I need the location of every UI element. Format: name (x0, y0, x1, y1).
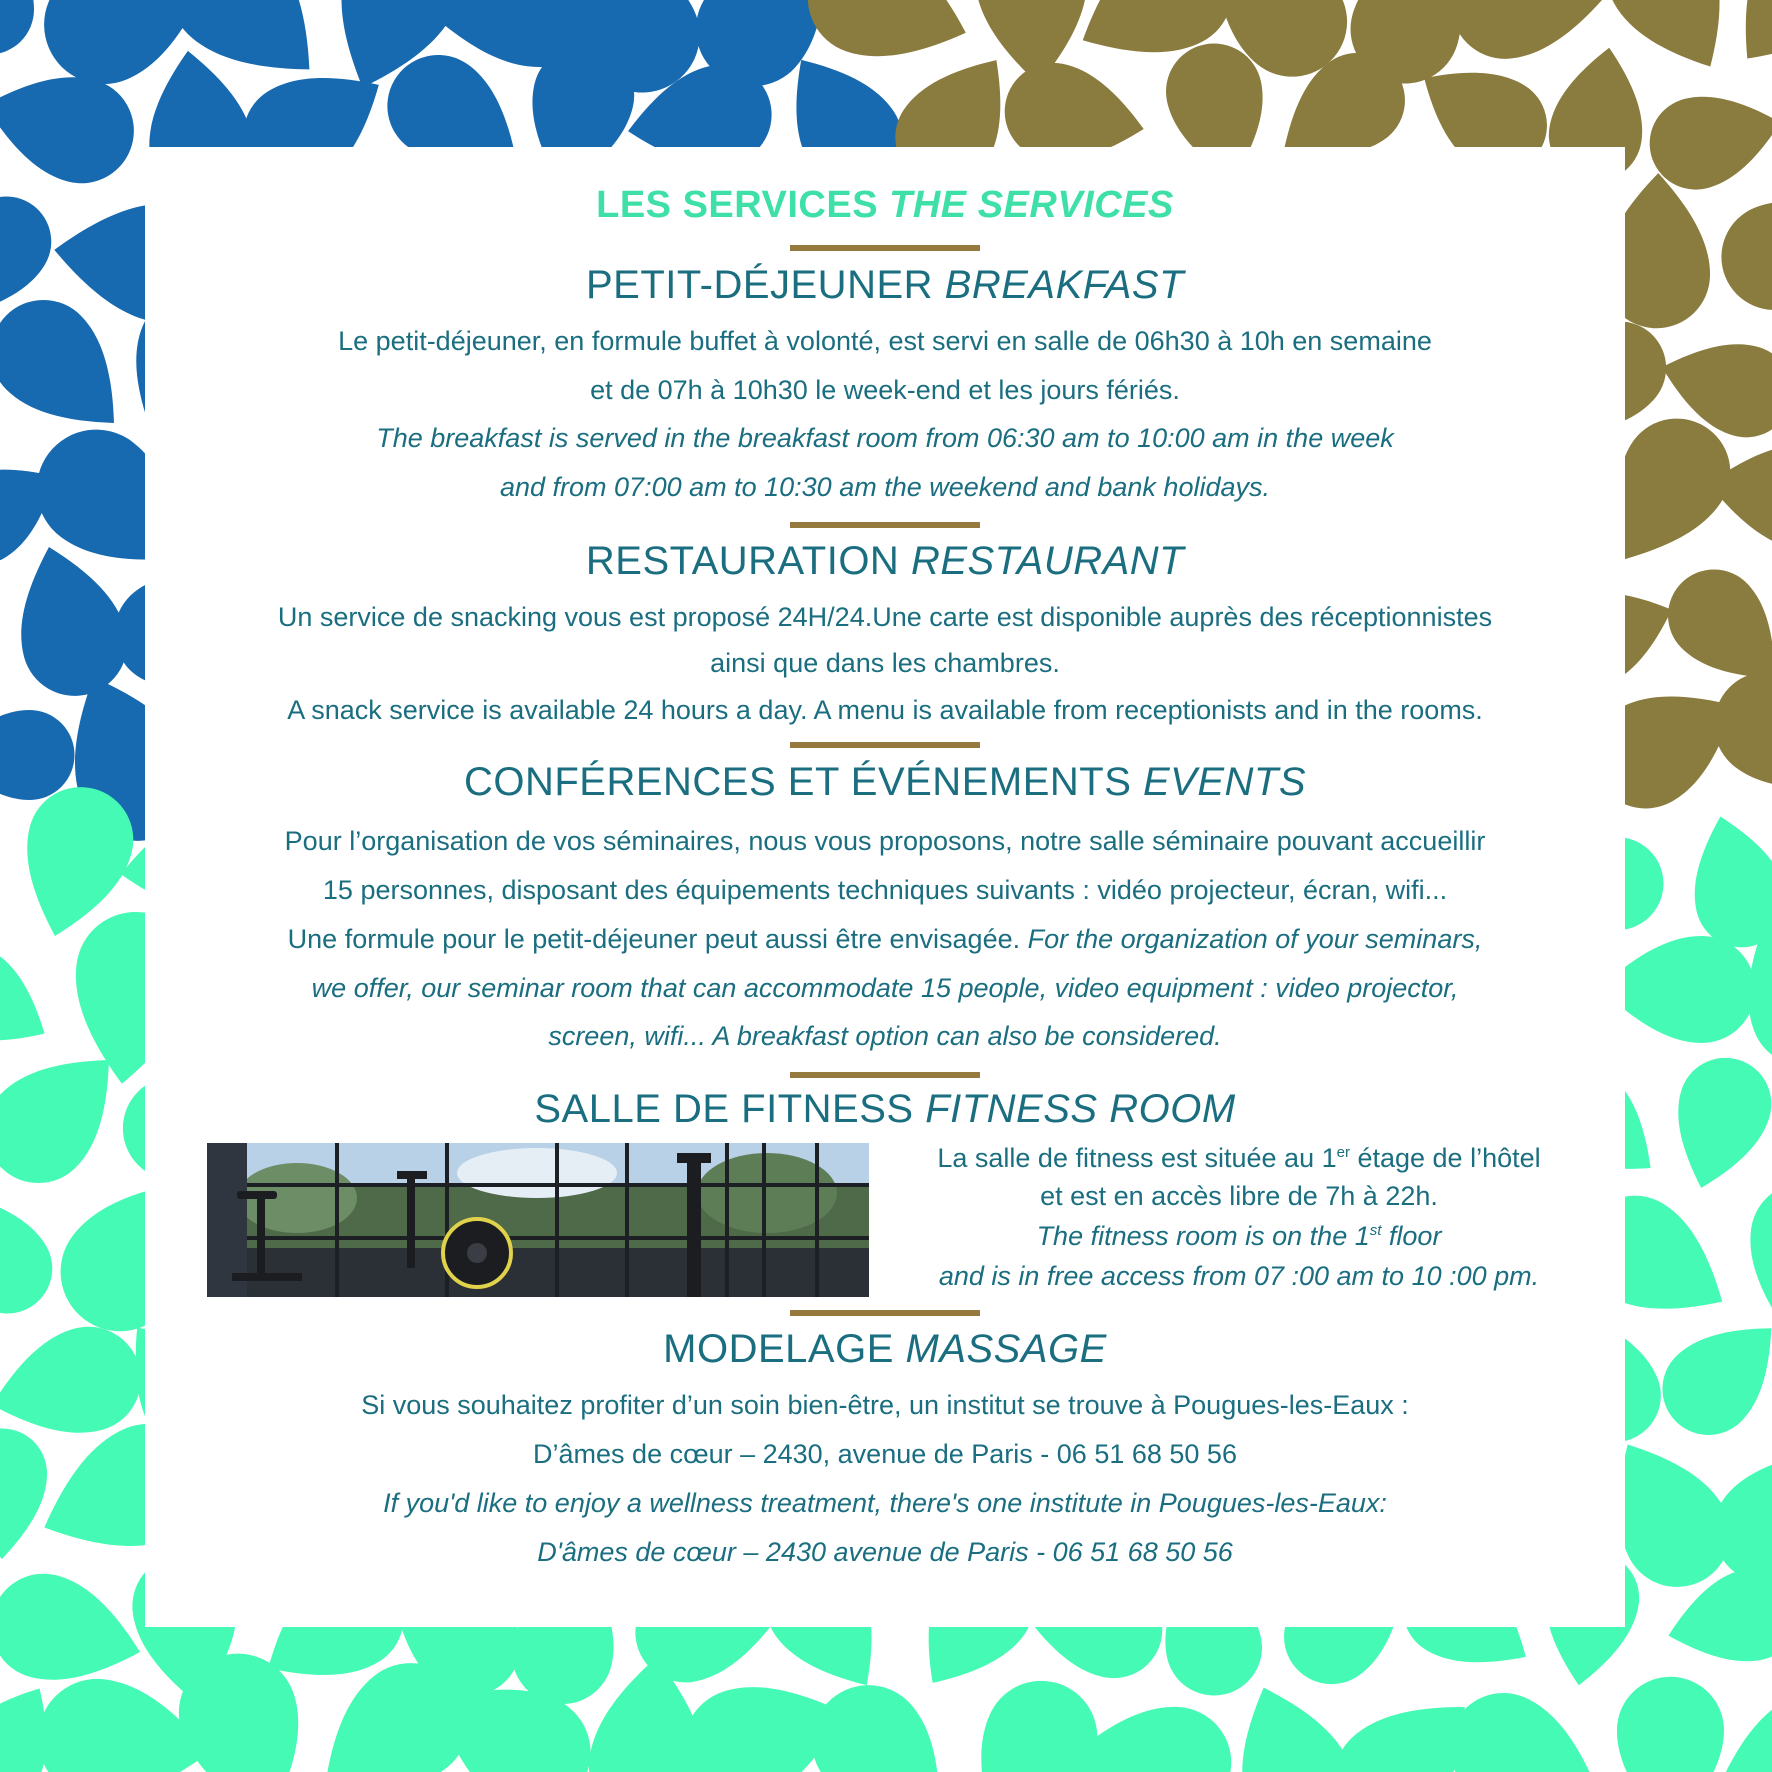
fitness-heading-fr: SALLE DE FITNESS (534, 1087, 926, 1131)
drop-shape (1676, 805, 1772, 957)
fitness-fr-line1-b: étage de l’hôtel (1349, 1143, 1541, 1173)
events-en-line4: we offer, our seminar room that can accommodate 15 people, video equipment : video projector, (311, 973, 1459, 1003)
events-heading-fr: CONFÉRENCES ET ÉVÉNEMENTS (463, 760, 1143, 804)
massage-heading-fr: MODELAGE (663, 1327, 906, 1371)
drop-shape (1643, 1295, 1772, 1454)
events-en-line3: For the organization of your seminars, (1027, 924, 1483, 954)
massage-fr-line2: D’âmes de cœur – 2430, avenue de Paris - 06 51 68 50 56 (533, 1439, 1237, 1469)
restaurant-heading-fr: RESTAURATION (585, 539, 911, 583)
drop-shape (0, 0, 34, 55)
drop-shape (0, 1172, 69, 1330)
drop-shape (1737, 1176, 1772, 1343)
events-en-line5: screen, wifi... A breakfast option can also be considered. (548, 1021, 1222, 1051)
fitness-fr-line1 (889, 1143, 1589, 1174)
breakfast-en-line1: The breakfast is served in the breakfast room from 06:30 am to 10:00 am in the week (376, 423, 1394, 453)
massage-heading-en: MASSAGE (905, 1327, 1107, 1371)
drop-shape (789, 1662, 982, 1772)
drop-shape (0, 710, 74, 800)
breakfast-en-line2: and from 07:00 am to 10:30 am the weekend and bank holidays. (499, 472, 1270, 502)
fitness-en-line1 (889, 1221, 1589, 1252)
divider (790, 1310, 980, 1316)
massage-en-line2: D'âmes de cœur – 2430 avenue de Paris - 06 51 68 50 56 (537, 1537, 1233, 1567)
events-fr-line2: 15 personnes, disposant des équipements techniques suivants : vidéo projecteur, écran, wifi... (322, 875, 1448, 905)
divider (790, 1072, 980, 1078)
fitness-en-line1-a: The fitness room is on the 1 (1036, 1221, 1370, 1251)
drop-shape (1657, 1047, 1772, 1201)
restaurant-fr-line1: Un service de snacking vous est proposé 24H/24.Une carte est disponible auprès des réceptionnistes (277, 602, 1493, 632)
breakfast-fr-line1: Le petit-déjeuner, en formule buffet à volonté, est servi en salle de 06h30 à 10h en semaine (338, 326, 1432, 356)
restaurant-fr-line2: ainsi que dans les chambres. (710, 648, 1060, 678)
drop-shape (1615, 1676, 1725, 1772)
divider (790, 245, 980, 251)
breakfast-fr-line2: et de 07h à 10h30 le week-end et les jours fériés. (590, 375, 1180, 405)
restaurant-en-line1: A snack service is available 24 hours a day. A menu is available from receptionists and in the rooms. (287, 695, 1483, 725)
massage-heading (145, 1327, 1625, 1372)
fitness-heading (145, 1087, 1625, 1132)
restaurant-heading-en: RESTAURANT (910, 539, 1185, 583)
fitness-fr-line2: et est en accès libre de 7h à 22h. (1040, 1181, 1438, 1211)
breakfast-heading (145, 263, 1625, 308)
page-title (145, 184, 1625, 227)
fitness-room-photo (207, 1143, 869, 1297)
fitness-en-line2: and is in free access from 07 :00 am to 10 :00 pm. (938, 1261, 1540, 1291)
fitness-en-sup: st (1369, 1222, 1382, 1239)
fitness-en-line1-b: floor (1381, 1221, 1442, 1251)
drop-shape (1432, 1676, 1619, 1772)
services-panel (145, 147, 1625, 1627)
divider (790, 742, 980, 748)
restaurant-heading (145, 539, 1625, 584)
events-heading (145, 760, 1625, 805)
fitness-fr-sup: er (1336, 1144, 1350, 1161)
massage-fr-line1: Si vous souhaitez profiter d’un soin bien-être, un institut se trouve à Pougues-les-Eaux : (361, 1390, 1409, 1420)
divider (790, 522, 980, 528)
title-fr: LES SERVICES (596, 184, 890, 226)
events-fr-line3: Une formule pour le petit-déjeuner peut aussi être envisagée. (287, 924, 1028, 954)
drop-shape (1705, 170, 1772, 326)
drop-shape (0, 929, 67, 1072)
fitness-heading-en: FITNESS ROOM (925, 1087, 1236, 1131)
drop-shape (0, 1429, 47, 1560)
breakfast-heading-en: BREAKFAST (944, 263, 1185, 307)
events-heading-en: EVENTS (1143, 760, 1307, 804)
events-mixed-line3 (145, 924, 1625, 955)
drop-shape (0, 1562, 154, 1703)
events-fr-line1: Pour l’organisation de vos séminaires, nous vous proposons, notre salle séminaire pouvant accueillir (284, 826, 1486, 856)
drop-shape (1446, 0, 1613, 64)
title-en: THE SERVICES (889, 184, 1174, 226)
fitness-fr-line1-a: La salle de fitness est située au 1 (937, 1143, 1337, 1173)
breakfast-heading-fr: PETIT-DÉJEUNER (585, 263, 945, 307)
massage-en-line1: If you'd like to enjoy a wellness treatment, there's one institute in Pougues-les-Eaux: (383, 1488, 1387, 1518)
